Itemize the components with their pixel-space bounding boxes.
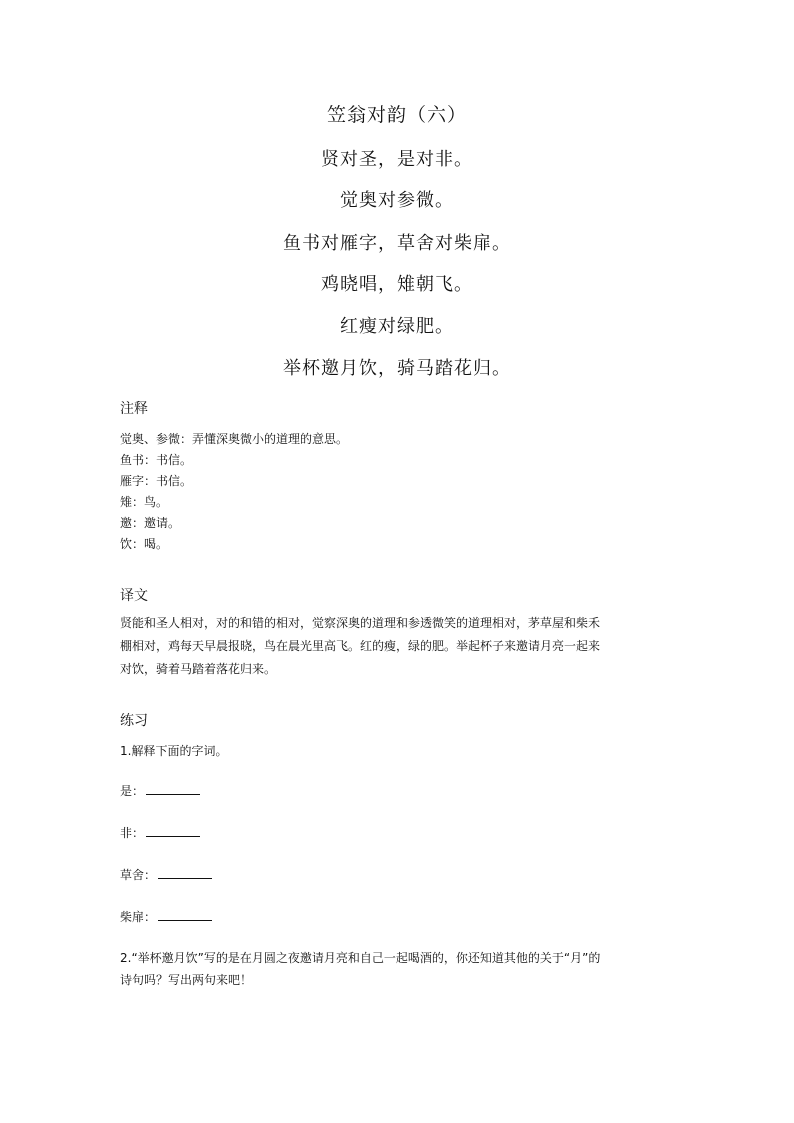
- fill-label: 非：: [120, 826, 145, 840]
- poem-line: 贤对圣，是对非。: [321, 149, 473, 170]
- poem-line: 红瘦对绿肥。: [340, 316, 454, 337]
- answer-blank[interactable]: [146, 826, 200, 837]
- poem-line: 举杯邀月饮，骑马踏花归。: [283, 358, 511, 379]
- fill-label: 草舍：: [120, 868, 157, 882]
- translation-heading: 译文: [120, 588, 148, 604]
- answer-blank[interactable]: [146, 784, 200, 795]
- poem-line: 觉奥对参微。: [340, 190, 454, 211]
- fill-label: 是：: [120, 784, 145, 798]
- note-item: 雁字：书信。: [120, 474, 193, 488]
- question-1: 1.解释下面的字词。: [120, 744, 228, 758]
- poem-line: 鱼书对雁字，草舍对柴扉。: [283, 233, 511, 254]
- question-2-line: 2.“举杯邀月饮”写的是在月圆之夜邀请月亮和自己一起喝酒的，你还知道其他的关于“月”的: [120, 951, 601, 965]
- question-2-line: 诗句吗？写出两句来吧！: [120, 973, 253, 987]
- fill-item: [120, 908, 212, 925]
- fill-item: [120, 866, 212, 883]
- fill-item: [120, 782, 200, 799]
- translation-line: 贤能和圣人相对，对的和错的相对，觉察深奥的道理和参透微笑的道理相对，茅草屋和柴禾: [120, 616, 601, 630]
- answer-blank[interactable]: [158, 910, 212, 921]
- note-item: 觉奥、参微：弄懂深奥微小的道理的意思。: [120, 432, 349, 446]
- fill-item: [120, 824, 200, 841]
- note-item: 鱼书：书信。: [120, 453, 193, 467]
- notes-heading: 注释: [120, 401, 148, 417]
- fill-label: 柴扉：: [120, 910, 157, 924]
- note-item: 雉：鸟。: [120, 495, 169, 509]
- poem-line: 鸡晓唱，雉朝飞。: [321, 274, 473, 295]
- translation-line: 对饮，骑着马踏着落花归来。: [120, 662, 277, 676]
- translation-line: 棚相对，鸡每天早晨报晓，鸟在晨光里高飞。红的瘦，绿的肥。举起杯子来邀请月亮一起来: [120, 639, 601, 653]
- answer-blank[interactable]: [158, 868, 212, 879]
- note-item: 邀：邀请。: [120, 516, 181, 530]
- poem-title: 笠翁对韵（六）: [326, 104, 467, 126]
- exercises-heading: 练习: [120, 713, 148, 729]
- note-item: 饮：喝。: [120, 537, 169, 551]
